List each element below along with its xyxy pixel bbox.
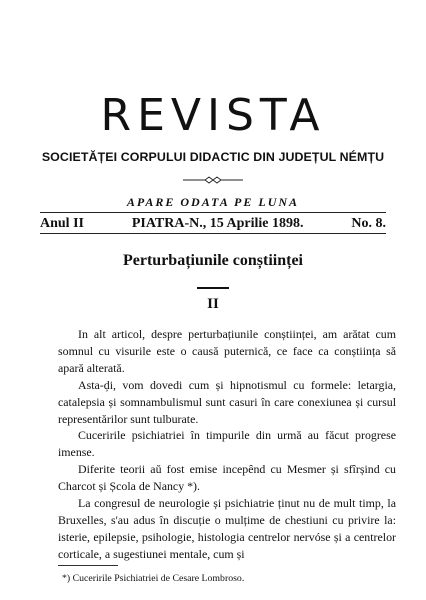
periodicity-line: APARE ODATA PE LUNA bbox=[126, 195, 300, 209]
ornament-divider-icon bbox=[183, 175, 243, 185]
journal-subtitle: SOCIETĂȚEI CORPULUI DIDACTIC DIN JUDEȚUL NÉMȚU bbox=[41, 150, 385, 164]
footnote-rule bbox=[58, 565, 118, 566]
paragraph: Cuceririle psichiatriei în timpurile din urmă au făcut progrese imense. bbox=[58, 428, 396, 460]
volume-label: Anul II bbox=[40, 216, 84, 231]
paragraph: Diferite teorii aŭ fost emise incepȇnd cu Mesmer și sfîrșind cu Charcot și Școla de Nancy *). bbox=[58, 462, 396, 494]
journal-title: REVISTA bbox=[100, 90, 326, 141]
paragraph: In alt articol, despre perturbațiunile conștiinței, am arătat cum somnul cu visurile este o causă puternică, ce face ca conștiința să apară alterată. bbox=[58, 327, 396, 375]
issue-number: No. 8. bbox=[351, 216, 386, 231]
article-body bbox=[58, 326, 396, 563]
paragraph: Asta-ḑi, vom dovedi cum și hipnotismul cu formele: letargia, catalepsia și somnambulismul sunt casuri în care conexiunea și cursul representărilor sunt tulburate. bbox=[58, 377, 396, 426]
article-title: Perturbațiunile conștiinței bbox=[123, 252, 303, 269]
title-rule bbox=[197, 287, 229, 289]
place-date: PIATRA-N., 15 Aprilie 1898. bbox=[131, 216, 304, 231]
header-rule-top bbox=[40, 212, 386, 213]
footnote: *) Cuceririle Psichiatriei de Cesare Lombroso. bbox=[62, 573, 245, 584]
header-rule-bottom bbox=[40, 233, 386, 234]
paragraph: La congresul de neurologie și psichiatrie ținut nu de mult timp, la Bruxelles, s'au adus în discuție o mulțime de chestiuni cu privire la: isterie, epilepsie, psihologie, histologia centrelor nervóse și a centrelor corticale, a sugestiunei mentale, cum și bbox=[58, 496, 396, 561]
section-number: II bbox=[207, 296, 219, 312]
issue-line bbox=[40, 216, 386, 232]
